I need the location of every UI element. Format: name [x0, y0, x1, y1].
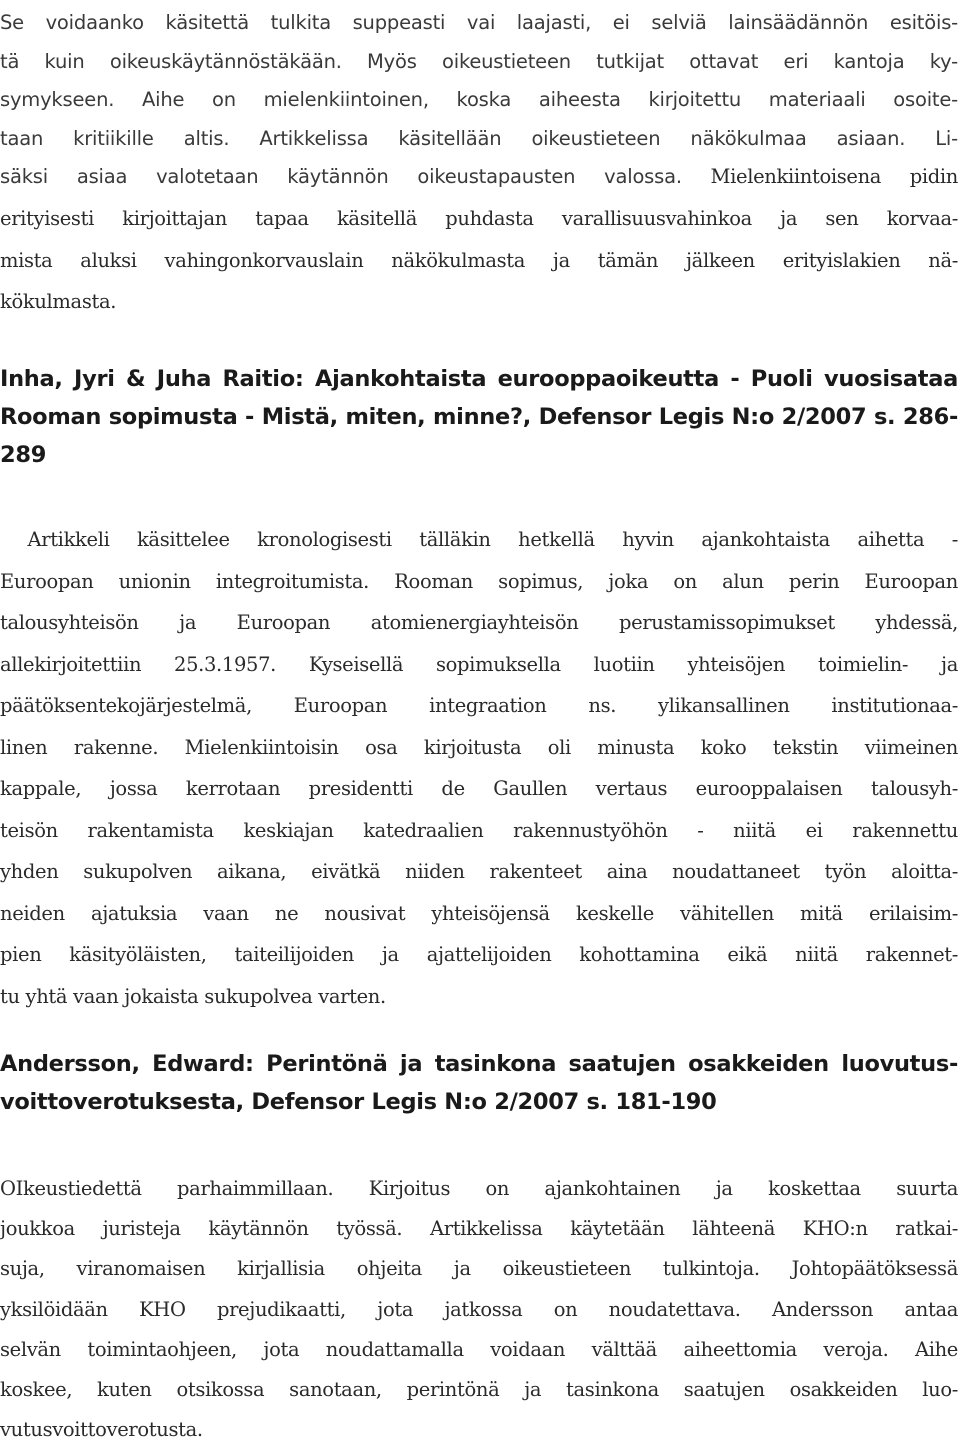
- text-line: selvän toimintaohjeen, jota noudattamalla voidaan välttää aiheettomia veroja. Aihe: [0, 1337, 958, 1361]
- text-line: tu yhtä vaan jokaista sukupolvea varten.: [0, 984, 386, 1008]
- text-line: neiden ajatuksia vaan ne nousivat yhteisöjensä keskelle vähitellen mitä erilaisim-: [0, 901, 958, 925]
- text-line: OIkeustiedettä parhaimmillaan. Kirjoitus on ajankohtainen ja koskettaa suurta: [0, 1177, 958, 1200]
- text-line: teisön rakentamista keskiajan katedraalien rakennustyöhön - niitä ei rakennettu: [0, 818, 958, 842]
- text-line: pien käsityöläisten, taiteilijoiden ja ajattelijoiden kohottamina eikä niitä rakennet-: [0, 943, 958, 966]
- heading-line: Inha, Jyri & Juha Raitio: Ajankohtaista eurooppaoikeutta - Puoli vuosisataa: [0, 366, 958, 392]
- heading-line: 289: [0, 442, 47, 468]
- text-line: mista aluksi vahingonkorvauslain näkökulmasta ja tämän jälkeen erityislakien nä-: [0, 248, 958, 272]
- review-paragraph-andersson: [0, 1169, 958, 1450]
- heading-line: Andersson, Edward: Perintönä ja tasinkona saatujen osakkeiden luovutus-: [0, 1051, 958, 1077]
- text-line: suja, viranomaisen kirjallisia ohjeita ja oikeustieteen tulkintoja. Johtopäätöksessä: [0, 1257, 958, 1281]
- text-line: Se voidaanko käsitettä tulkita suppeasti vai laajasti, ei selviä lainsäädännön esitöis-: [0, 11, 958, 34]
- section-heading-inha-raitio: [0, 360, 958, 474]
- text-line: koskee, kuten otsikossa sanotaan, perintönä ja tasinkona saatujen osakkeiden luo-: [0, 1378, 958, 1402]
- text-line: päätöksentekojärjestelmä, Euroopan integraation ns. ylikansallinen institutionaa-: [0, 694, 958, 717]
- text-line: allekirjoitettiin 25.3.1957. Kyseisellä sopimuksella luotiin yhteisöjen toimielin- ja: [0, 652, 958, 676]
- text-line: linen rakenne. Mielenkiintoisin osa kirjoitusta oli minusta koko tekstin viimeinen: [0, 735, 958, 759]
- text-line: erityisesti kirjoittajan tapaa käsitellä puhdasta varallisuusvahinkoa ja sen korvaa-: [0, 207, 958, 231]
- text-line: kökulmasta.: [0, 290, 117, 314]
- text-line: talousyhteisön ja Euroopan atomienergiayhteisön perustamissopimukset yhdessä,: [0, 611, 958, 634]
- text-line-sans-part: säksi asiaa valotetaan käytännön oikeustapausten valossa.: [0, 165, 682, 188]
- text-line: Artikkeli käsittelee kronologisesti tälläkin hetkellä hyvin ajankohtaista aihetta -: [0, 528, 958, 551]
- intro-paragraph-mixed: [0, 156, 958, 323]
- intro-paragraph-sans: [0, 4, 958, 158]
- text-line-serif-part: Mielenkiintoisena pidin: [681, 165, 958, 188]
- text-line: yhden sukupolven aikana, eivätkä niiden rakenteet aina noudattaneet työn aloitta-: [0, 860, 958, 883]
- text-line: vutusvoittoverotusta.: [0, 1418, 203, 1442]
- section-heading-andersson: [0, 1045, 958, 1121]
- text-line: yksilöidään KHO prejudikaatti, jota jatkossa on noudatettava. Andersson antaa: [0, 1297, 958, 1321]
- text-line: tä kuin oikeuskäytännöstäkään. Myös oikeustieteen tutkijat ottavat eri kantoja ky-: [0, 49, 958, 73]
- heading-line: Rooman sopimusta - Mistä, miten, minne?, Defensor Legis N:o 2/2007 s. 286-: [0, 404, 958, 430]
- heading-line: voittoverotuksesta, Defensor Legis N:o 2/2007 s. 181-190: [0, 1089, 717, 1115]
- text-line: Euroopan unionin integroitumista. Rooman sopimus, joka on alun perin Euroopan: [0, 569, 958, 593]
- text-line: joukkoa juristeja käytännön työssä. Artikkelissa käytetään lähteenä KHO:n ratkai-: [0, 1217, 958, 1241]
- review-paragraph-inha-raitio: [0, 519, 958, 1017]
- text-line: taan kritiikille altis. Artikkelissa käsitellään oikeustieteen näkökulmaa asiaan. Li-: [0, 126, 958, 150]
- text-line: symykseen. Aihe on mielenkiintoinen, koska aiheesta kirjoitettu materiaali osoite-: [0, 88, 958, 112]
- text-line-mixed: [0, 156, 958, 198]
- text-line: kappale, jossa kerrotaan presidentti de Gaullen vertaus eurooppalaisen talousyh-: [0, 777, 958, 800]
